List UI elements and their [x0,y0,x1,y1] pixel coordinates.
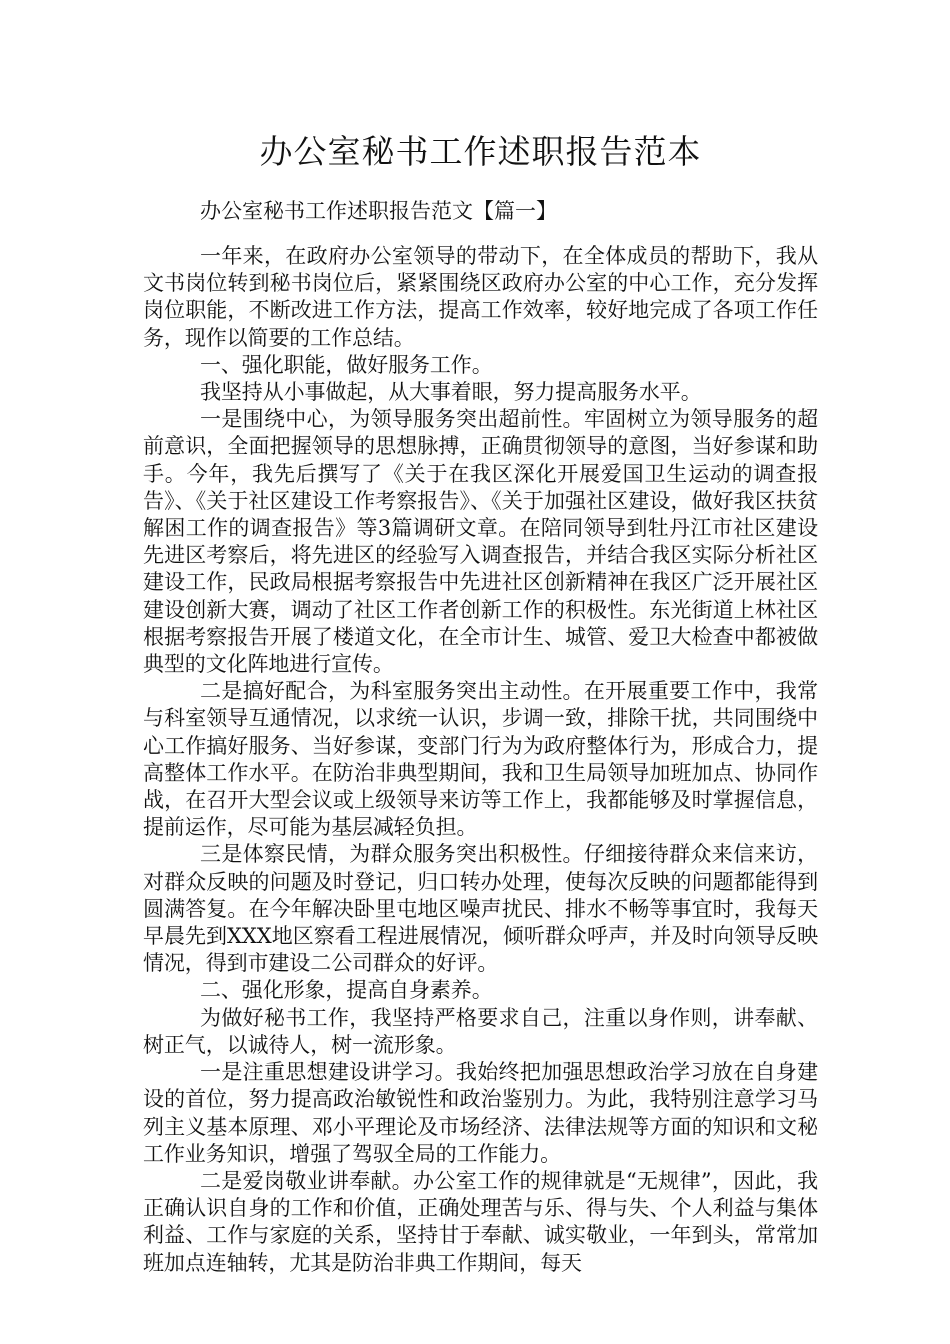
paragraph: 一是注重思想建设讲学习。我始终把加强思想政治学习放在自身建设的首位，努力提高政治敏锐性和政治鉴别力。为此，我特别注意学习马列主义基本原理、邓小平理论及市场经济、法律法规等方面的知识和文秘工作业务知识，增强了驾驭全局的工作能力。 [143,1060,818,1166]
section-heading-1: 一、强化职能，做好服务工作。 [200,352,493,377]
paragraph-intro: 一年来，在政府办公室领导的带动下，在全体成员的帮助下，我从文书岗位转到秘书岗位后，紧紧围绕区政府办公室的中心工作，充分发挥岗位职能，不断改进工作方法，提高工作效率，较好地完成了各项工作任务，现作以简要的工作总结。 [143,244,818,350]
paragraph: 三是体察民情，为群众服务突出积极性。仔细接待群众来信来访，对群众反映的问题及时登记，归口转办处理，使每次反映的问题都能得到圆满答复。在今年解决卧里屯地区噪声扰民、排水不畅等事宜时，我每天早晨先到XXX地区察看工程进展情况，倾听群众呼声，并及时向领导反映情况，得到市建设二公司群众的好评。 [143,842,818,976]
section-heading-2: 二、强化形象，提高自身素养。 [200,978,493,1003]
paragraph: 二是爱岗敬业讲奉献。办公室工作的规律就是“无规律”，因此，我正确认识自身的工作和价值，正确处理苦与乐、得与失、个人利益与集体利益、工作与家庭的关系，坚持甘于奉献、诚实敬业，一年到头，常常加班加点连轴转，尤其是防治非典工作期间，每天 [143,1168,818,1275]
document-title: 办公室秘书工作述职报告范本 [259,132,702,171]
document-body [143,243,818,1277]
paragraph: 为做好秘书工作，我坚持严格要求自己，注重以身作则，讲奉献、树正气，以诚待人，树一流形象。 [143,1005,818,1057]
document-subtitle: 办公室秘书工作述职报告范文【篇一】 [200,199,557,223]
paragraph: 我坚持从小事做起，从大事着眼，努力提高服务水平。 [200,380,702,405]
paragraph: 一是围绕中心，为领导服务突出超前性。牢固树立为领导服务的超前意识，全面把握领导的思想脉搏，正确贯彻领导的意图，当好参谋和助手。今年，我先后撰写了《关于在我区深化开展爱国卫生运动的调查报告》、《关于社区建设工作考察报告》、《关于加强社区建设，做好我区扶贫解困工作的调查报告》等3篇调研文章。在陪同领导到牡丹江市社区建设先进区考察后，将先进区的经验写入调查报告，并结合我区实际分析社区建设工作，民政局根据考察报告中先进社区创新精神在我区广泛开展社区建设创新大赛，调动了社区工作者创新工作的积极性。东光街道上林社区根据考察报告开展了楼道文化，在全市计生、城管、爱卫大检查中都被做典型的文化阵地进行宣传。 [143,407,818,677]
paragraph: 二是搞好配合，为科室服务突出主动性。在开展重要工作中，我常与科室领导互通情况，以求统一认识，步调一致，排除干扰，共同围绕中心工作搞好服务、当好参谋，变部门行为为政府整体行为，形成合力，提高整体工作水平。在防治非典型期间，我和卫生局领导加班加点、协同作战，在召开大型会议或上级领导来访等工作上，我都能够及时掌握信息，提前运作，尽可能为基层减轻负担。 [143,679,818,840]
